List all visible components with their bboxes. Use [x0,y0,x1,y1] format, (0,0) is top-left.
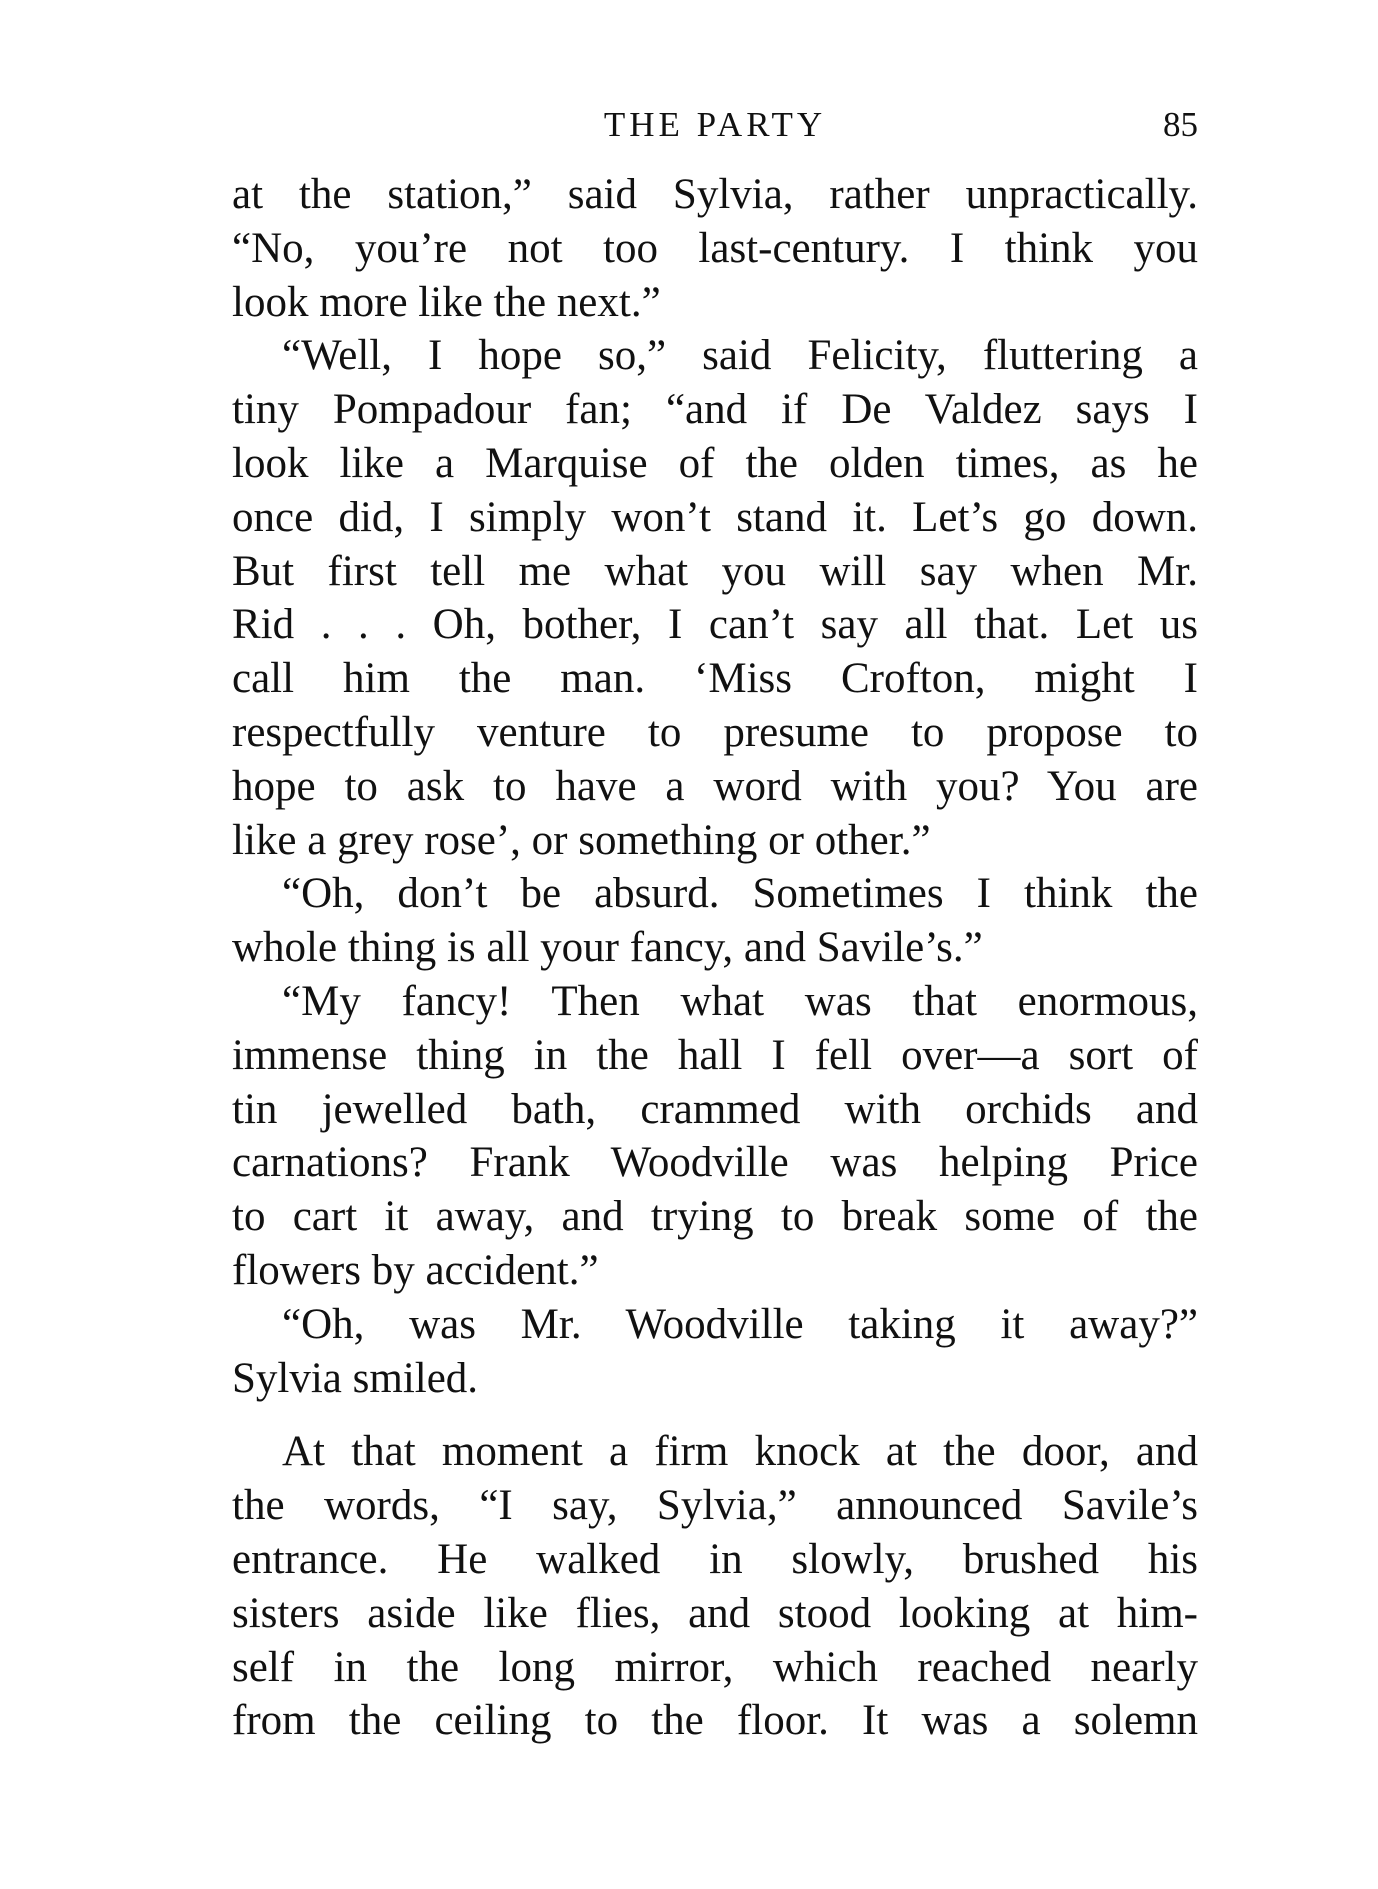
text-line: carnations? Frank Woodville was helping Price [232,1139,1198,1187]
text-line: hope to ask to have a word with you? You are [232,762,1198,810]
text-line: Rid . . . Oh, bother, I can’t say all that. Let us [232,601,1198,649]
text-line: tiny Pompadour fan; “and if De Valdez says I [232,386,1198,434]
text-line: “Well, I hope so,” said Felicity, fluttering a [282,332,1198,380]
page-number: 85 [1163,105,1198,144]
text-line: look more like the next.” [232,278,661,326]
text-line: to cart it away, and trying to break some of the [232,1193,1198,1241]
text-line: flowers by accident.” [232,1246,599,1294]
text-line: call him the man. ‘Miss Crofton, might I [232,655,1198,703]
text-line: respectfully venture to presume to propose to [232,708,1198,756]
text-line: at the station,” said Sylvia, rather unpractically. [232,171,1198,218]
chapter-title: THE PARTY [603,105,827,144]
text-line: But first tell me what you will say when Mr. [232,547,1198,595]
text-line: “My fancy! Then what was that enormous, [282,977,1198,1025]
paragraph-gap [232,1405,1198,1425]
text-line: immense thing in the hall I fell over—a sort of [232,1031,1198,1079]
text-line: “Oh, don’t be absurd. Sometimes I think the [282,870,1198,918]
text-line: Sylvia smiled. [232,1354,479,1402]
text-line: the words, “I say, Sylvia,” announced Savile’s [232,1482,1198,1530]
text-line: once did, I simply won’t stand it. Let’s go down. [232,493,1198,541]
text-line: tin jewelled bath, crammed with orchids and [232,1085,1198,1133]
text-line: like a grey rose’, or something or other.” [232,816,931,864]
text-line: look like a Marquise of the olden times, as he [232,439,1198,487]
text-line: entrance. He walked in slowly, brushed his [232,1535,1198,1583]
text-line: whole thing is all your fancy, and Savile’s.” [232,924,983,972]
text-line: At that moment a firm knock at the door, and [282,1428,1198,1476]
text-line: sisters aside like flies, and stood looking at him- [232,1589,1198,1637]
text-line: from the ceiling to the floor. It was a solemn [232,1697,1198,1745]
text-line: “No, you’re not too last-century. I think you [232,224,1198,272]
text-line: self in the long mirror, which reached nearly [232,1643,1198,1691]
running-head [232,100,1198,150]
text-line: “Oh, was Mr. Woodville taking it away?” [282,1300,1198,1348]
body-text [232,168,1198,1748]
